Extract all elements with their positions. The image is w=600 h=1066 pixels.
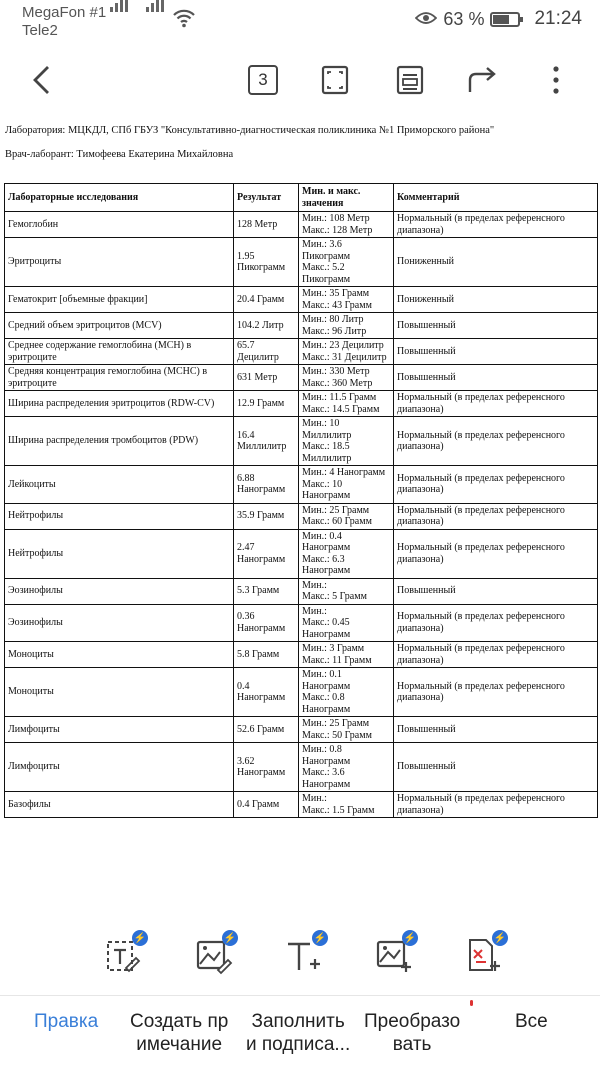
cell-comment: Нормальный (в пределах референсного диапазона)	[394, 212, 598, 238]
premium-badge-icon: ⚡	[312, 930, 328, 946]
cell-comment: Нормальный (в пределах референсного диапазона)	[394, 792, 598, 818]
cell-comment: Повышенный	[394, 339, 598, 365]
cell-range: Мин.: 3.6 Пикограмм Макс.: 5.2 Пикограмм	[299, 238, 394, 287]
tab-convert[interactable]	[364, 1010, 460, 1056]
table-row	[5, 212, 598, 238]
premium-badge-icon: ⚡	[222, 930, 238, 946]
premium-badge-icon: ⚡	[402, 930, 418, 946]
cell-test: Лейкоциты	[5, 466, 234, 504]
tab-all-label: Все	[515, 1011, 548, 1032]
header-comment: Комментарий	[394, 184, 598, 212]
cell-comment: Нормальный (в пределах референсного диапазона)	[394, 668, 598, 717]
cell-result: 631 Метр	[234, 365, 299, 391]
table-row	[5, 417, 598, 466]
viewer-toolbar	[0, 50, 600, 110]
tab-edit-label: Правка	[34, 1011, 99, 1032]
table-row	[5, 792, 598, 818]
cell-comment: Повышенный	[394, 743, 598, 792]
cell-range: Мин.: 25 Грамм Макс.: 50 Грамм	[299, 717, 394, 743]
cell-result: 3.62 Нанограмм	[234, 743, 299, 792]
cell-test: Ширина распределения эритроцитов (RDW-CV)	[5, 391, 234, 417]
cell-test: Базофилы	[5, 792, 234, 818]
cell-test: Лимфоциты	[5, 743, 234, 792]
cell-test: Нейтрофилы	[5, 529, 234, 578]
cell-comment: Пониженный	[394, 238, 598, 287]
cell-test: Гематокрит [объемные фракции]	[5, 287, 234, 313]
cell-result: 65.7 Децилитр	[234, 339, 299, 365]
cell-test: Среднее содержание гемоглобина (MCH) в эритроците	[5, 339, 234, 365]
eye-icon	[415, 9, 437, 30]
cell-result: 128 Метр	[234, 212, 299, 238]
document-view-icon	[396, 65, 424, 95]
cell-comment: Повышенный	[394, 313, 598, 339]
results-table	[4, 183, 598, 818]
fullscreen-button[interactable]	[315, 60, 355, 100]
cell-range: Мин.: 4 Нанограмм Макс.: 10 Нанограмм	[299, 466, 394, 504]
cell-comment: Повышенный	[394, 365, 598, 391]
cell-comment: Нормальный (в пределах референсного диапазона)	[394, 391, 598, 417]
cell-result: 0.4 Грамм	[234, 792, 299, 818]
cell-result: 20.4 Грамм	[234, 287, 299, 313]
share-button[interactable]	[463, 60, 503, 100]
table-row	[5, 313, 598, 339]
tab-fill-sign-label: Заполнить и подписа...	[246, 1011, 351, 1055]
cell-range: Мин.: 330 Метр Макс.: 360 Метр	[299, 365, 394, 391]
cell-range: Мин.: 80 Литр Макс.: 96 Литр	[299, 313, 394, 339]
cell-test: Ширина распределения тромбоцитов (PDW)	[5, 417, 234, 466]
table-row	[5, 642, 598, 668]
table-row	[5, 604, 598, 642]
add-text-tool[interactable]	[280, 930, 330, 980]
cell-comment: Нормальный (в пределах референсного диапазона)	[394, 604, 598, 642]
table-row	[5, 287, 598, 313]
cell-result: 104.2 Литр	[234, 313, 299, 339]
tab-create-note-label: Создать пр имечание	[130, 1011, 229, 1055]
cell-comment: Нормальный (в пределах референсного диапазона)	[394, 417, 598, 466]
cell-range: Мин.: Макс.: 0.45 Нанограмм	[299, 604, 394, 642]
cell-test: Эозинофилы	[5, 604, 234, 642]
add-signature-tool[interactable]	[460, 930, 510, 980]
cell-result: 2.47 Нанограмм	[234, 529, 299, 578]
cell-test: Эритроциты	[5, 238, 234, 287]
cell-comment: Повышенный	[394, 578, 598, 604]
cell-result: 5.8 Грамм	[234, 642, 299, 668]
table-row	[5, 391, 598, 417]
cell-range: Мин.: 3 Грамм Макс.: 11 Грамм	[299, 642, 394, 668]
select-text-tool[interactable]	[100, 930, 150, 980]
lab-line: Лаборатория: МЦКДЛ, СПб ГБУЗ "Консультативно-диагностическая поликлиника №1 Приморского района"	[5, 125, 495, 136]
table-row	[5, 529, 598, 578]
cell-test: Моноциты	[5, 642, 234, 668]
premium-badge-icon: ⚡	[132, 930, 148, 946]
carrier-name-1: MegaFon #1	[22, 4, 107, 21]
clock: 21:24	[534, 8, 582, 29]
cell-result: 0.4 Нанограмм	[234, 668, 299, 717]
edit-image-tool[interactable]	[190, 930, 240, 980]
table-row	[5, 466, 598, 504]
cell-range: Мин.: 10 Миллилитр Макс.: 18.5 Миллилитр	[299, 417, 394, 466]
cell-range: Мин.: 0.1 Нанограмм Макс.: 0.8 Нанограмм	[299, 668, 394, 717]
notification-dot	[470, 1000, 473, 1006]
cell-test: Средняя концентрация гемоглобина (MCHC) в эритроците	[5, 365, 234, 391]
cell-result: 16.4 Миллилитр	[234, 417, 299, 466]
tab-edit[interactable]	[34, 1010, 98, 1033]
cell-test: Лимфоциты	[5, 717, 234, 743]
cell-range: Мин.: 11.5 Грамм Макс.: 14.5 Грамм	[299, 391, 394, 417]
cell-comment: Нормальный (в пределах референсного диапазона)	[394, 503, 598, 529]
back-arrow-icon	[30, 65, 54, 95]
table-row	[5, 668, 598, 717]
doctor-line: Врач-лаборант: Тимофеева Екатерина Михайловна	[5, 149, 234, 160]
header-range: Мин. и макс. значения	[299, 184, 394, 212]
cell-test: Средний объем эритроцитов (MCV)	[5, 313, 234, 339]
cell-range: Мин.: 35 Грамм Макс.: 43 Грамм	[299, 287, 394, 313]
cell-range: Мин.: 25 Грамм Макс.: 60 Грамм	[299, 503, 394, 529]
table-row	[5, 743, 598, 792]
cell-range: Мин.: Макс.: 1.5 Грамм	[299, 792, 394, 818]
cell-test: Нейтрофилы	[5, 503, 234, 529]
premium-badge-icon: ⚡	[492, 930, 508, 946]
cell-comment: Повышенный	[394, 717, 598, 743]
battery-percent: 63 %	[443, 8, 485, 29]
add-image-tool[interactable]	[370, 930, 420, 980]
cell-test: Моноциты	[5, 668, 234, 717]
cell-result: 1.95 Пикограмм	[234, 238, 299, 287]
cell-range: Мин.: 108 Метр Макс.: 128 Метр	[299, 212, 394, 238]
table-row	[5, 238, 598, 287]
fullscreen-icon	[321, 65, 349, 95]
table-row	[5, 503, 598, 529]
cell-result: 5.3 Грамм	[234, 578, 299, 604]
table-header-row	[5, 184, 598, 212]
cell-comment: Нормальный (в пределах референсного диапазона)	[394, 466, 598, 504]
page-count: 3	[248, 65, 278, 95]
cell-range: Мин.: 0.4 Нанограмм Макс.: 6.3 Нанограмм	[299, 529, 394, 578]
cell-comment: Пониженный	[394, 287, 598, 313]
table-row	[5, 578, 598, 604]
cell-comment: Нормальный (в пределах референсного диапазона)	[394, 529, 598, 578]
table-row	[5, 339, 598, 365]
back-button[interactable]	[22, 60, 62, 100]
status-bar	[0, 0, 600, 44]
share-icon	[467, 66, 499, 94]
tab-fill-sign[interactable]	[246, 1010, 350, 1056]
wifi-icon	[172, 8, 196, 33]
cell-range: Мин.: Макс.: 5 Грамм	[299, 578, 394, 604]
cell-result: 6.88 Нанограмм	[234, 466, 299, 504]
tab-convert-label: Преобразо вать	[364, 1011, 461, 1055]
cell-test: Гемоглобин	[5, 212, 234, 238]
table-row	[5, 717, 598, 743]
header-test: Лабораторные исследования	[5, 184, 234, 212]
cell-range: Мин.: 23 Децилитр Макс.: 31 Децилитр	[299, 339, 394, 365]
cell-range: Мин.: 0.8 Нанограмм Макс.: 3.6 Нанограмм	[299, 743, 394, 792]
table-row	[5, 365, 598, 391]
cell-result: 52.6 Грамм	[234, 717, 299, 743]
tab-create-note[interactable]	[130, 1010, 228, 1056]
tab-all[interactable]	[515, 1010, 548, 1033]
cell-comment: Нормальный (в пределах референсного диапазона)	[394, 642, 598, 668]
more-vertical-icon	[552, 65, 560, 95]
cell-result: 35.9 Грамм	[234, 503, 299, 529]
page-count-button[interactable]	[243, 60, 283, 100]
cell-result: 12.9 Грамм	[234, 391, 299, 417]
reading-mode-button[interactable]	[390, 60, 430, 100]
tabs-divider	[0, 995, 600, 996]
carrier-name-2: Tele2	[22, 22, 58, 39]
cell-result: 0.36 Нанограмм	[234, 604, 299, 642]
more-options-button[interactable]	[536, 60, 576, 100]
cell-test: Эозинофилы	[5, 578, 234, 604]
battery-icon	[490, 12, 520, 27]
header-result: Результат	[234, 184, 299, 212]
